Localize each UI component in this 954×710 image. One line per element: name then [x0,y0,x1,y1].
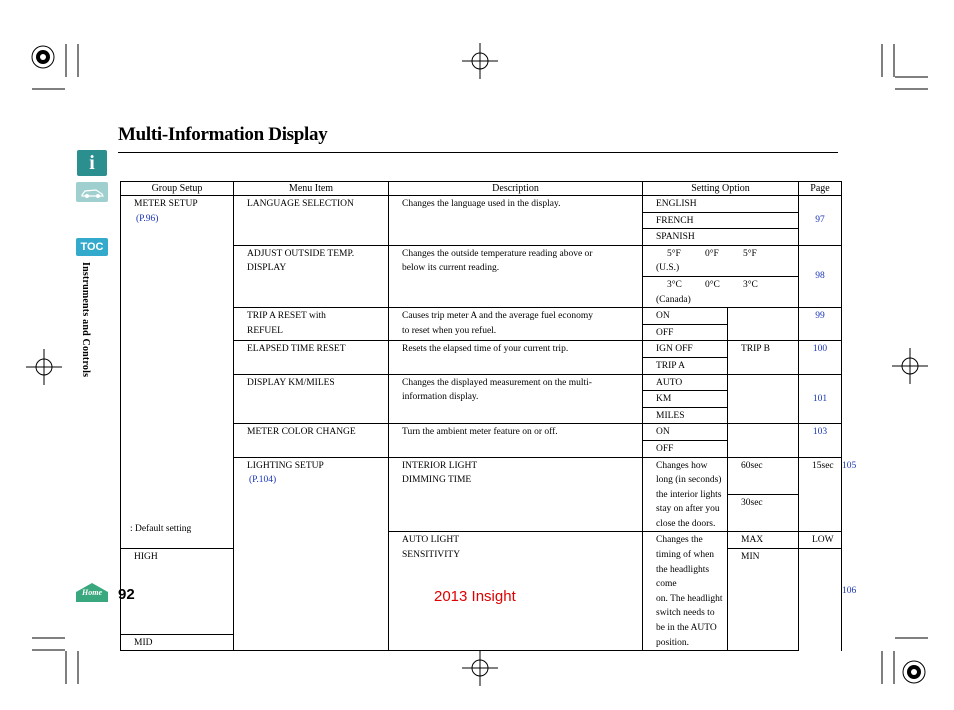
temp-unit-label: (Canada) [656,294,691,305]
car-icon[interactable] [76,182,108,202]
menu-item [234,245,389,307]
option: KM [643,391,728,408]
home-button-label[interactable]: Home [82,588,102,597]
title-rule [118,152,838,153]
group-lighting-setup [234,457,389,651]
temp-value: 3°C [743,279,758,290]
option: AUTO [643,374,728,391]
description-line: Changes how long (in seconds) the interior lights [656,460,722,500]
menu-item-line: TRIP A RESET with [247,311,326,322]
option: FRENCH [643,212,799,229]
option-empty [728,424,799,457]
option: 30sec [728,494,799,531]
option-b: MIN [728,549,799,651]
description [389,374,643,424]
menu-item: ELAPSED TIME RESET [234,341,389,374]
description [643,532,728,651]
description-line: Changes the displayed measurement on the multi- [402,377,592,388]
option: MILES [643,407,728,424]
menu-item: LANGUAGE SELECTION [234,196,389,246]
temp-value: 3°C [667,279,682,290]
menu-item-line: ADJUST OUTSIDE TEMP. [247,248,355,259]
page-link[interactable]: 99 [799,308,842,341]
description-line: position. [656,637,689,648]
page-number: 92 [118,586,135,603]
description [389,308,643,341]
toc-button[interactable]: TOC [76,238,108,256]
option: MAX [728,532,799,549]
description [389,245,643,307]
option: TRIP A [643,357,728,374]
description-line: Causes trip meter A and the average fuel economy [402,311,593,322]
description-line: Changes the outside temperature reading above or [402,248,593,259]
temp-value: 5°F [743,248,757,259]
temp-value: 0°F [705,248,719,259]
menu-item-line: INTERIOR LIGHT [402,460,478,471]
menu-item: METER COLOR CHANGE [234,424,389,457]
page-title: Multi-Information Display [118,124,328,145]
section-label: Instruments and Controls [80,262,91,378]
menu-item-line: DISPLAY [247,263,287,274]
table-header [121,182,842,196]
option-b: 15sec [799,457,842,532]
description-line: on. The headlight switch needs to be in the AUTO [656,593,723,634]
menu-item [389,457,643,532]
option: OFF [643,440,728,457]
description [643,457,728,532]
option-b: LOW [799,532,842,549]
header-setting: Setting Option [643,182,799,196]
description-line: stay on after you close the doors. [656,504,720,529]
table-row: LIGHTING SETUP (P.104) INTERIOR LIGHT DIMMING TIME Changes how long (in seconds) the interior lights stay on after you close the doors. 60sec 15sec 105 [121,457,842,494]
group-meter-setup [121,196,234,549]
option: SPANISH [643,229,799,246]
table-row [121,196,842,213]
description: Changes the language used in the display. [389,196,643,246]
description-line: below its current reading. [402,263,500,274]
option: IGN OFF [643,341,728,358]
description-line: to reset when you refuel. [402,325,497,336]
option: MID [121,634,234,651]
page-link[interactable]: 101 [799,374,842,424]
group-ref-link[interactable]: (P.104) [249,475,277,486]
settings-table [120,181,857,651]
menu-item-line: SENSITIVITY [402,550,461,561]
group-name: LIGHTING SETUP [247,460,324,471]
description-line: Changes the timing of when the headlights come [656,535,715,590]
description: Resets the elapsed time of your current trip. [389,341,643,374]
option: ENGLISH [643,196,799,213]
option: HIGH [121,549,234,635]
group-name: METER SETUP [134,199,198,209]
menu-item: DISPLAY KM/MILES [234,374,389,424]
table-row: AUTO LIGHT SENSITIVITY Changes the timing of when the headlights come on. The headlight switch needs to be in the AUTO position. MAX LOW 106 [121,532,842,549]
description: Turn the ambient meter feature on or off. [389,424,643,457]
option: OFF [643,324,728,341]
page-link[interactable]: 100 [799,341,842,374]
temp-value: 0°C [705,279,720,290]
menu-item-line: REFUEL [247,325,283,336]
option-empty [728,374,799,424]
option: 60sec [728,457,799,494]
info-icon[interactable]: i [77,150,107,176]
page-link[interactable]: 98 [799,245,842,307]
page-link[interactable]: 97 [799,196,842,246]
footer-title: 2013 Insight [434,588,516,605]
description-line: information display. [402,392,479,403]
option: ON [643,424,728,441]
temp-unit-label: (U.S.) [656,263,680,274]
menu-item [234,308,389,341]
option: ON [643,308,728,325]
header-item: Menu Item [234,182,389,196]
header-page: Page [799,182,842,196]
option-b: TRIP B [728,341,799,374]
option-empty [728,308,799,341]
temp-value: 5°F [667,248,681,259]
menu-item-line: AUTO LIGHT [402,535,460,546]
menu-item-line: DIMMING TIME [402,475,472,486]
option-temp-ca [643,276,799,307]
option-temp-us [643,245,799,276]
header-group: Group Setup [121,182,234,196]
page-link[interactable]: 103 [799,424,842,457]
header-desc: Description [389,182,643,196]
footnote: : Default setting [130,524,192,534]
group-ref-link[interactable]: (P.96) [136,213,159,224]
